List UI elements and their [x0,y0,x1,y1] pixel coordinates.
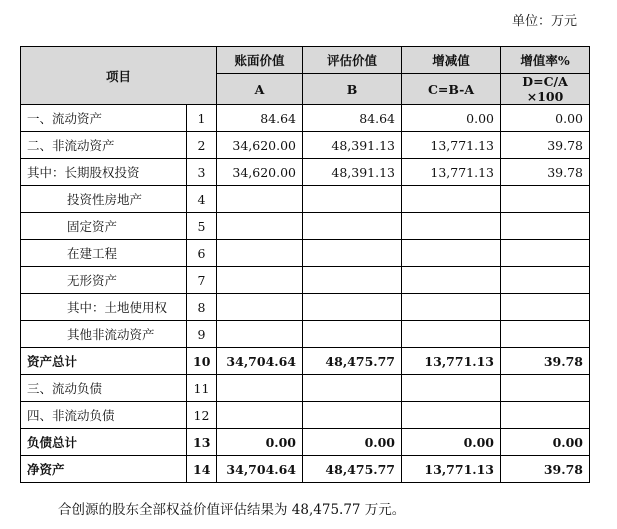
row-index: 11 [187,375,217,402]
cell-rate [501,213,590,240]
row-label: 负债总计 [21,429,187,456]
cell-book-value [217,375,303,402]
cell-rate [501,321,590,348]
header-rate: 增值率% [501,47,590,74]
header-appraised-code: B [303,74,402,105]
cell-rate: 39.78 [501,132,590,159]
table-row [21,294,590,321]
table-row [21,267,590,294]
row-index: 13 [187,429,217,456]
row-index: 6 [187,240,217,267]
cell-book-value: 34,620.00 [217,132,303,159]
cell-rate [501,267,590,294]
cell-appraised-value: 48,391.13 [303,159,402,186]
row-label: 固定资产 [21,213,187,240]
unit-label: 单位：万元 [511,14,577,29]
row-index: 7 [187,267,217,294]
row-index: 4 [187,186,217,213]
cell-appraised-value [303,375,402,402]
row-index: 3 [187,159,217,186]
cell-change: 0.00 [402,429,501,456]
row-label: 资产总计 [21,348,187,375]
row-label: 四、非流动负债 [21,402,187,429]
header-rate-code: D=C/A ×100 [501,74,590,105]
cell-appraised-value [303,321,402,348]
table-row [21,240,590,267]
header-book-value: 账面价值 [217,47,303,74]
header-change-code: C=B-A [402,74,501,105]
row-label: 其他非流动资产 [21,321,187,348]
header-appraised-value: 评估价值 [303,47,402,74]
cell-rate [501,402,590,429]
cell-appraised-value [303,213,402,240]
row-index: 10 [187,348,217,375]
cell-appraised-value [303,294,402,321]
row-index: 14 [187,456,217,483]
cell-book-value [217,186,303,213]
cell-appraised-value: 48,475.77 [303,456,402,483]
cell-appraised-value [303,402,402,429]
cell-rate [501,240,590,267]
row-label: 二、非流动资产 [21,132,187,159]
row-index: 9 [187,321,217,348]
cell-change: 13,771.13 [402,159,501,186]
cell-change: 13,771.13 [402,348,501,375]
cell-book-value [217,321,303,348]
cell-book-value: 34,704.64 [217,456,303,483]
cell-book-value [217,294,303,321]
cell-change: 0.00 [402,105,501,132]
row-index: 5 [187,213,217,240]
header-change: 增减值 [402,47,501,74]
cell-rate: 39.78 [501,456,590,483]
row-index: 1 [187,105,217,132]
valuation-conclusion: 合创源的股东全部权益价值评估结果为 48,475.77 万元。 [58,502,406,518]
cell-appraised-value [303,186,402,213]
table-row [21,213,590,240]
cell-book-value: 34,620.00 [217,159,303,186]
table-row [21,105,590,132]
cell-appraised-value: 48,391.13 [303,132,402,159]
cell-appraised-value [303,240,402,267]
row-label: 在建工程 [21,240,187,267]
cell-book-value [217,213,303,240]
cell-appraised-value: 48,475.77 [303,348,402,375]
cell-book-value: 0.00 [217,429,303,456]
cell-book-value [217,240,303,267]
table-row [21,375,590,402]
cell-rate: 0.00 [501,429,590,456]
cell-change [402,240,501,267]
row-label: 其中：长期股权投资 [21,159,187,186]
cell-change: 13,771.13 [402,132,501,159]
cell-rate: 0.00 [501,105,590,132]
table-row [21,132,590,159]
cell-change [402,375,501,402]
row-label: 一、流动资产 [21,105,187,132]
table-row [21,402,590,429]
cell-book-value: 84.64 [217,105,303,132]
cell-rate: 39.78 [501,159,590,186]
table-row [21,159,590,186]
row-label: 其中：土地使用权 [21,294,187,321]
cell-appraised-value: 84.64 [303,105,402,132]
cell-change: 13,771.13 [402,456,501,483]
cell-change [402,294,501,321]
cell-book-value [217,402,303,429]
cell-change [402,213,501,240]
row-label: 无形资产 [21,267,187,294]
valuation-table [20,46,590,483]
row-index: 2 [187,132,217,159]
cell-change [402,267,501,294]
header-book-code: A [217,74,303,105]
table-row [21,186,590,213]
cell-book-value [217,267,303,294]
cell-change [402,186,501,213]
cell-rate [501,375,590,402]
cell-book-value: 34,704.64 [217,348,303,375]
table-row-total-assets [21,348,590,375]
cell-rate [501,186,590,213]
cell-rate: 39.78 [501,348,590,375]
row-index: 12 [187,402,217,429]
cell-appraised-value: 0.00 [303,429,402,456]
header-item: 项目 [21,47,217,105]
table-row-total-liabilities [21,429,590,456]
table-row [21,321,590,348]
cell-appraised-value [303,267,402,294]
row-label: 投资性房地产 [21,186,187,213]
table-row-net-assets [21,456,590,483]
cell-rate [501,294,590,321]
cell-change [402,402,501,429]
row-index: 8 [187,294,217,321]
row-label: 三、流动负债 [21,375,187,402]
row-label: 净资产 [21,456,187,483]
cell-change [402,321,501,348]
